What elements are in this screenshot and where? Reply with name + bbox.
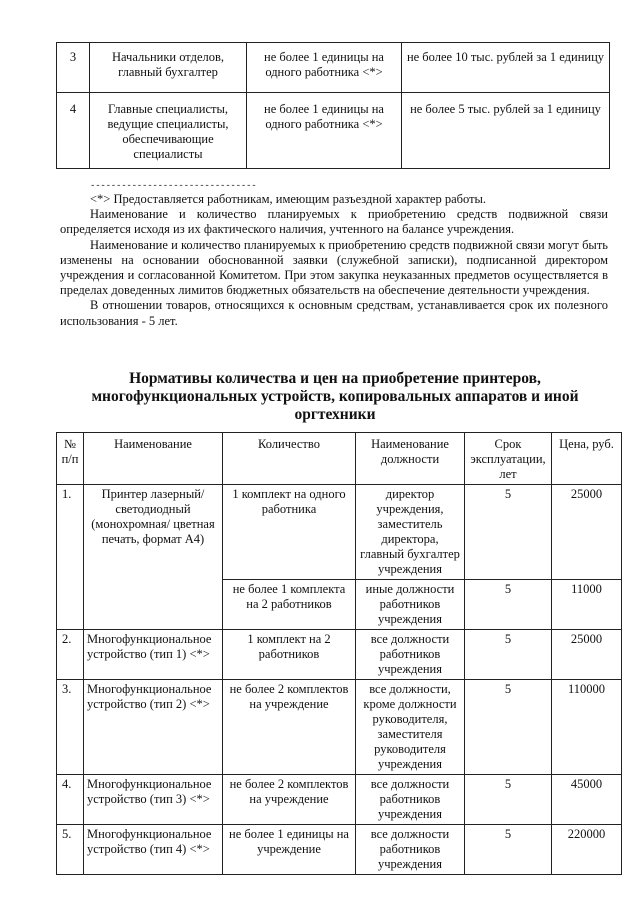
item-name: Многофункциональное устройство (тип 1) <*> (84, 630, 223, 680)
header-price: Цена, руб. (552, 433, 622, 485)
row-number: 2. (57, 630, 84, 680)
row-number: 3 (57, 43, 90, 93)
table-row (57, 680, 622, 775)
quantity-cell: 1 комплект на 2 работников (223, 630, 356, 680)
price-cell: 25000 (552, 630, 622, 680)
table-row (57, 93, 610, 169)
price-cell: 25000 (552, 485, 622, 580)
header-num: № п/п (57, 433, 84, 485)
position-cell: все должности работников учреждения (356, 825, 465, 875)
position-cell: директор учреждения, заместитель директора, главный бухгалтер учреждения (356, 485, 465, 580)
term-cell: 5 (465, 825, 552, 875)
quantity-cell: не более 1 единицы на учреждение (223, 825, 356, 875)
term-cell: 5 (465, 580, 552, 630)
table-row (57, 775, 622, 825)
quantity-cell: не более 2 комплектов на учреждение (223, 680, 356, 775)
section-title: Нормативы количества и цен на приобретение принтеров, многофункциональных устройств, копировальных аппаратов и иной оргтехники (91, 370, 579, 423)
row-number: 3. (57, 680, 84, 775)
table-header-row (57, 433, 622, 485)
note-paragraph-1: Наименование и количество планируемых к приобретению средств подвижной связи определяется исходя из их фактического наличия, учтенного на балансе учреждения. (60, 207, 608, 237)
row-number: 5. (57, 825, 84, 875)
mobile-devices-table-continuation (56, 42, 610, 169)
position-cell: иные должности работников учреждения (356, 580, 465, 630)
term-cell: 5 (465, 630, 552, 680)
header-quantity: Количество (223, 433, 356, 485)
term-cell: 5 (465, 485, 552, 580)
table-row (57, 825, 622, 875)
row-number: 4. (57, 775, 84, 825)
quantity-limit-cell: не более 1 единицы на одного работника <*> (247, 93, 402, 169)
table-row (57, 43, 610, 93)
price-cell: 11000 (552, 580, 622, 630)
price-cell: 220000 (552, 825, 622, 875)
term-cell: 5 (465, 680, 552, 775)
header-term: Срок эксплуатации, лет (465, 433, 552, 485)
note-paragraph-2: Наименование и количество планируемых к приобретению средств подвижной связи могут быть изменены на основании обоснованной заявки (служебной записки), подписанной директором учреждения и согласованной Комитетом. При этом закупка неуказанных предметов осуществляется в пределах доведенных лимитов бюджетных обязательств на обеспечение деятельности учреждения. (60, 237, 608, 298)
item-name: Многофункциональное устройство (тип 2) <*> (84, 680, 223, 775)
price-limit-cell: не более 10 тыс. рублей за 1 единицу (402, 43, 610, 93)
price-cell: 45000 (552, 775, 622, 825)
price-cell: 110000 (552, 680, 622, 775)
printers-norms-table (56, 432, 622, 875)
notes-section (60, 192, 608, 329)
position-cell: Начальники отделов, главный бухгалтер (90, 43, 247, 93)
position-cell: все должности работников учреждения (356, 630, 465, 680)
footnote-divider: -------------------------------- (90, 181, 257, 191)
item-name: Многофункциональное устройство (тип 3) <*> (84, 775, 223, 825)
item-name: Многофункциональное устройство (тип 4) <*> (84, 825, 223, 875)
table-row (57, 630, 622, 680)
note-paragraph-3: В отношении товаров, относящихся к основным средствам, устанавливается срок их полезного использования - 5 лет. (60, 298, 608, 328)
header-position: Наименование должности (356, 433, 465, 485)
price-limit-cell: не более 5 тыс. рублей за 1 единицу (402, 93, 610, 169)
quantity-limit-cell: не более 1 единицы на одного работника <*> (247, 43, 402, 93)
quantity-cell: 1 комплект на одного работника (223, 485, 356, 580)
quantity-cell: не более 2 комплектов на учреждение (223, 775, 356, 825)
term-cell: 5 (465, 775, 552, 825)
header-name: Наименование (84, 433, 223, 485)
row-number: 4 (57, 93, 90, 169)
position-cell: все должности работников учреждения (356, 775, 465, 825)
footnote-text: <*> Предоставляется работникам, имеющим разъездной характер работы. (90, 192, 487, 206)
row-number: 1. (57, 485, 84, 630)
position-cell: Главные специалисты, ведущие специалисты, обеспечивающие специалисты (90, 93, 247, 169)
table-row (57, 485, 622, 580)
position-cell: все должности, кроме должности руководителя, заместителя руководителя учреждения (356, 680, 465, 775)
item-name: Принтер лазерный/ светодиодный (монохромная/ цветная печать, формат А4) (84, 485, 223, 630)
quantity-cell: не более 1 комплекта на 2 работников (223, 580, 356, 630)
